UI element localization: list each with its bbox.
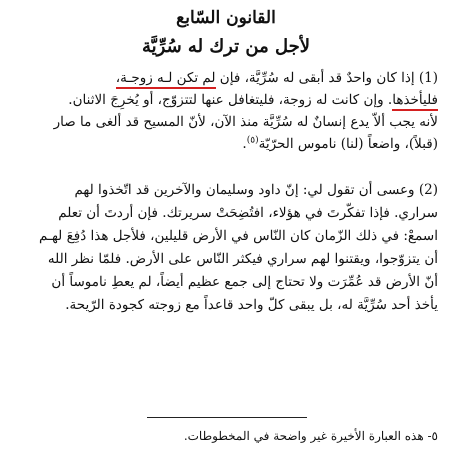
paragraph-1-number: (1) (418, 70, 438, 86)
footnote-divider (147, 417, 307, 418)
paragraph-2-line-1 (74, 180, 438, 200)
paragraph-1-line-1 (116, 68, 438, 88)
paragraph-1-line-4 (242, 134, 438, 154)
paragraph-1-line-4-end: . (242, 136, 247, 152)
paragraph-2-number: (2) (418, 182, 438, 198)
paragraph-1-line-3: لأنه يجب ألاّ يدع إنسانٌ له سُرِّيَّة منذ الآن، لأنّ المسيح قد ألغى ما صار (53, 114, 438, 130)
paragraph-1-line-2 (68, 90, 438, 110)
paragraph-1-line-2-text: . وإن كانت له زوجة، فليتغافل عنها لتتزوّج، أو يُخرِجَ الاثنان. (68, 92, 393, 108)
paragraph-2-line-6: يأخذ أحد سُرِّيَّة له، بل يبقى كلّ واحد قاعداً مع زوجته كجودة الرّيحة. (65, 297, 438, 313)
paragraph-2-line-2: سراري. فإذا تفكّرتَ في هؤلاء، افتُضِحَتْ سريرتك. فإن أردتَ أن تعلم (58, 205, 438, 221)
footnote: ٥- هذه العبارة الأخيرة غير واضحة في المخطوطات. (183, 429, 438, 443)
paragraph-2-line-3: اسمعْ: في ذلك الزّمان كان النّاس في الأرض قليلين، فلأجل هذا دُفِعَ لهـم (39, 228, 438, 244)
paragraph-2-line-1-text: وعسى أن تقول لي: إنّ داود وسليمان والآخرين قد اتّخذوا لهم (74, 182, 415, 198)
paragraph-1-line-1-text: إذا كان واحدٌ قد أبقى له سُرِّيَّة، فإن (219, 70, 415, 86)
section-subtitle: لأجل من ترك له سُرِّيَّة (141, 36, 311, 57)
chapter-title: القانون السّابع (176, 8, 276, 28)
paragraph-2-line-4: أن يتزوّجوا، ويقتنوا لهم سراري فيكثر النّاس على الأرض. فلمّا نظر الله (47, 251, 438, 267)
underlined-phrase-no-wife: لم تكن لـه زوجـة، (116, 70, 216, 89)
paragraph-1-line-4-text: (قبلاً)، واضعاً (لنا) ناموس الحرّيّة (258, 136, 438, 152)
underlined-phrase-take-her: فليأخذها (392, 92, 438, 111)
footnote-reference: (٥) (246, 135, 259, 146)
paragraph-2-line-5: أنّ الأرض قد عُمِّرَت ولا تحتاج إلى جمع عظيم أيضاً، لم يعطِ ناموساً أن (51, 274, 438, 290)
